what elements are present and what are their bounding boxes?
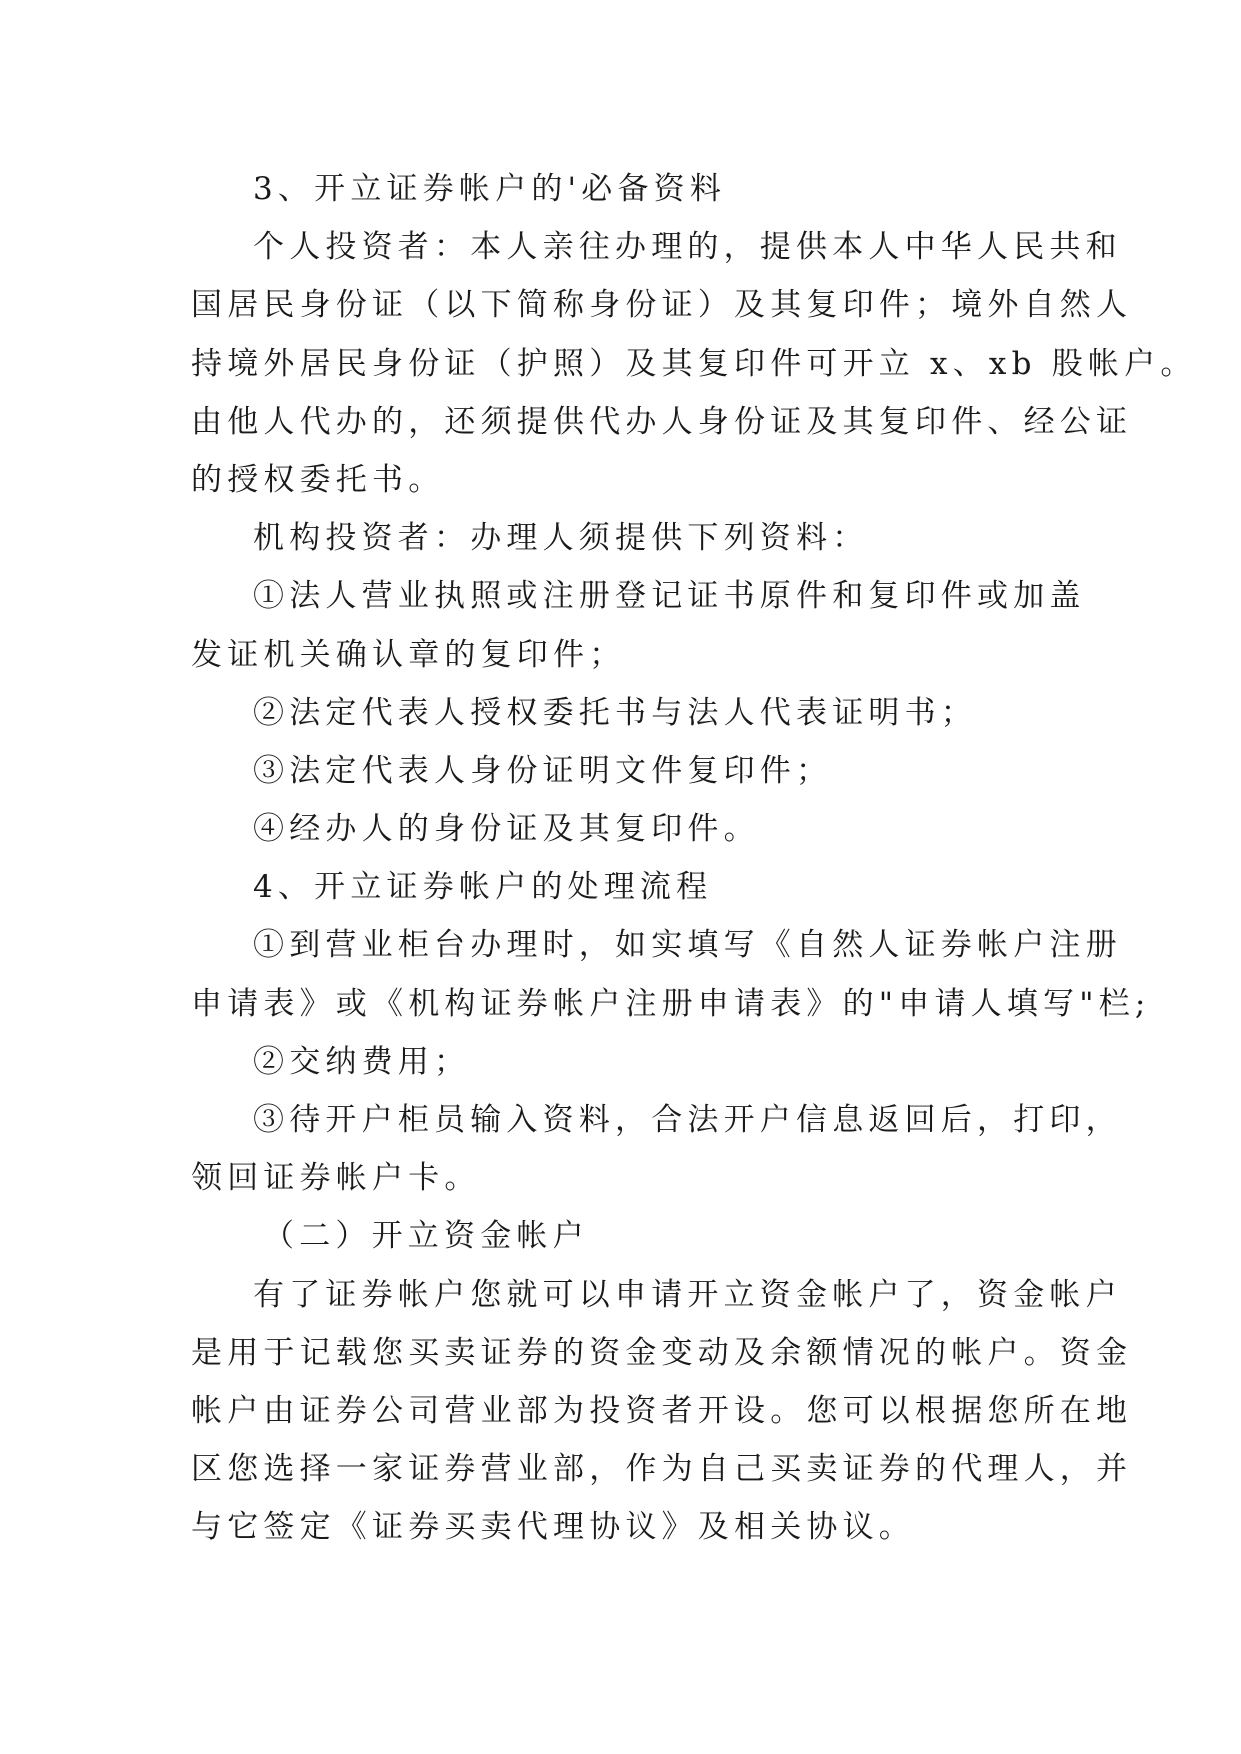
paragraph-line: 与它签定《证券买卖代理协议》及相关协议。 <box>191 1509 915 1546</box>
paragraph-line: 个人投资者：本人亲往办理的，提供本人中华人民共和 <box>253 229 1122 266</box>
paragraph-line: 机构投资者：办理人须提供下列资料： <box>253 520 869 557</box>
section-heading-3: 3、开立证券帐户的'必备资料 <box>253 171 727 207</box>
paragraph-line: 帐户由证券公司营业部为投资者开设。您可以根据您所在地 <box>191 1392 1133 1429</box>
paragraph-line: 由他人代办的，还须提供代办人身份证及其复印件、经公证 <box>191 403 1133 440</box>
list-item: ③法定代表人身份证明文件复印件； <box>253 752 833 789</box>
paragraph-line: 是用于记载您买卖证券的资金变动及余额情况的帐户。资金 <box>191 1334 1133 1371</box>
document-body <box>191 160 1197 1557</box>
list-item: ③待开户柜员输入资料，合法开户信息返回后，打印， <box>253 1102 1122 1138</box>
paragraph-line: 申请表》或《机构证券帐户注册申请表》的"申请人填写"栏; <box>191 985 1151 1022</box>
paragraph-line: 区您选择一家证券营业部，作为自己买卖证券的代理人，并 <box>191 1451 1133 1488</box>
section-heading-4: 4、开立证券帐户的处理流程 <box>253 869 713 906</box>
paragraph-line: 国居民身份证（以下简称身份证）及其复印件；境外自然人 <box>191 287 1133 324</box>
paragraph-line: 持境外居民身份证（护照）及其复印件可开立 x、xb 股帐户。 <box>191 345 1197 382</box>
paragraph-line: 有了证券帐户您就可以申请开立资金帐户了，资金帐户 <box>253 1276 1122 1313</box>
list-item: ④经办人的身份证及其复印件。 <box>253 811 760 848</box>
list-item: ①法人营业执照或注册登记证书原件和复印件或加盖 <box>253 578 1086 615</box>
list-item: ②交纳费用； <box>253 1043 471 1080</box>
paragraph-line: 发证机关确认章的复印件； <box>191 636 626 673</box>
list-item: ①到营业柜台办理时，如实填写《自然人证券帐户注册 <box>253 927 1122 964</box>
list-item: ②法定代表人授权委托书与法人代表证明书； <box>253 694 977 731</box>
section-heading-2: （二）开立资金帐户 <box>263 1218 589 1255</box>
paragraph-line: 领回证券帐户卡。 <box>191 1160 481 1197</box>
paragraph-line: 的授权委托书。 <box>191 461 445 498</box>
